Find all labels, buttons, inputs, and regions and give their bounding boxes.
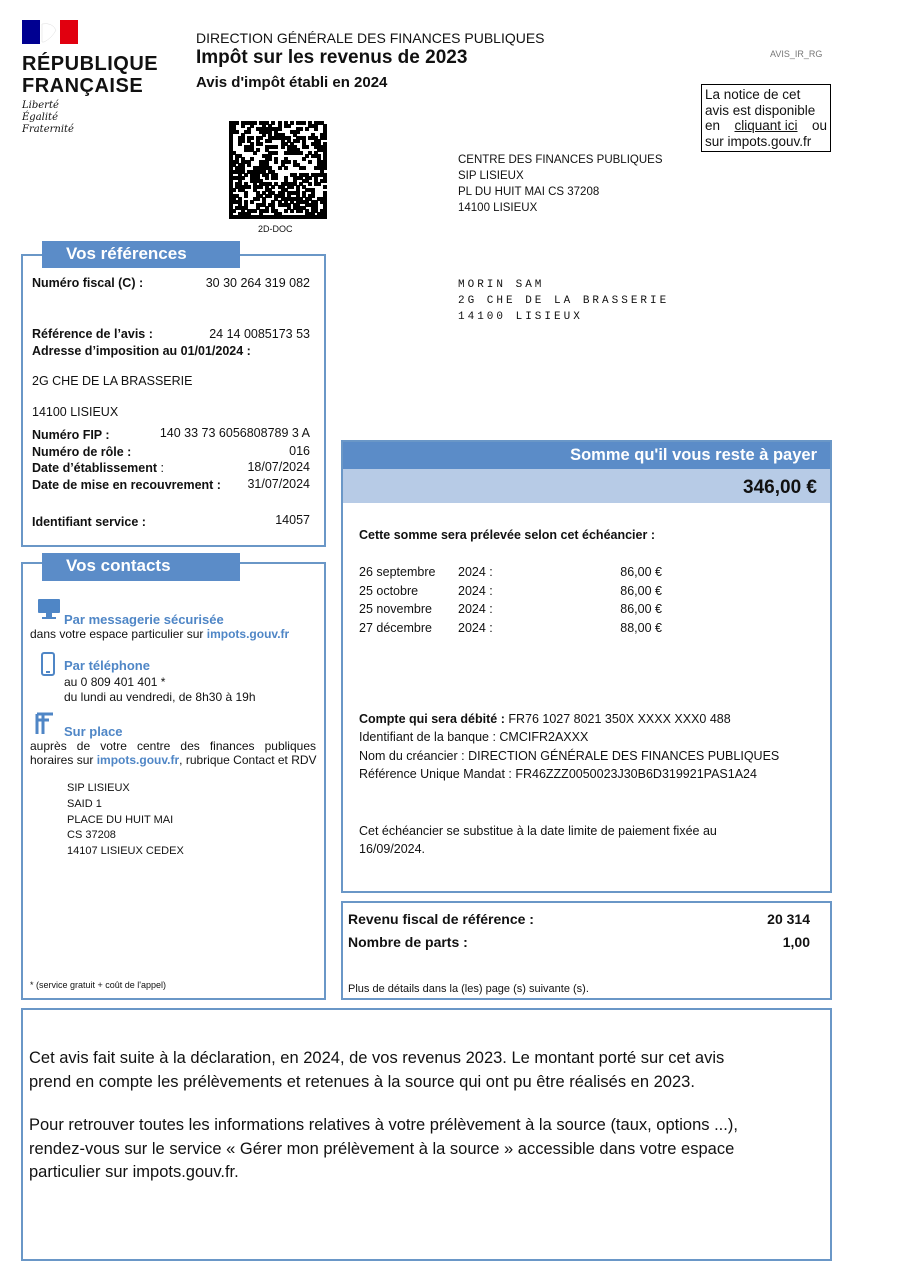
notice-line2: avis est disponible — [705, 102, 816, 118]
role-label: Numéro de rôle : — [32, 445, 132, 459]
qr-module — [302, 157, 306, 161]
qr-module — [323, 136, 327, 140]
sender-address — [458, 152, 662, 216]
adresse-label: Adresse d’imposition au 01/01/2024 : — [32, 344, 251, 358]
marianne-flag-icon — [22, 20, 78, 44]
schedule-intro: Cette somme sera prélevée selon cet échéancier : — [359, 528, 655, 542]
ref-avis-label: Référence de l’avis : — [32, 327, 153, 341]
qr-module — [268, 139, 272, 143]
qr-module — [314, 127, 318, 131]
qr-module — [308, 160, 312, 164]
creditor: Nom du créancier : DIRECTION GÉNÉRALE DES FINANCES PUBLIQUES — [359, 749, 780, 763]
messaging-text-label: dans votre espace particulier sur — [30, 627, 204, 641]
motto — [22, 100, 152, 136]
etab-colon: : — [157, 461, 164, 475]
schedule-year: 2024 : — [458, 565, 493, 579]
recouv-value: 31/07/2024 — [247, 477, 310, 491]
schedule-amount: 86,00 € — [620, 583, 662, 598]
qr-module — [299, 151, 303, 155]
recipient-line: 2G CHE DE LA BRASSERIE — [458, 295, 670, 307]
computer-icon — [37, 598, 63, 620]
qr-module — [256, 197, 260, 201]
office-address-line: SIP LISIEUX — [67, 782, 130, 794]
qr-module — [265, 209, 269, 213]
adresse-line1: 2G CHE DE LA BRASSERIE — [32, 374, 193, 388]
qr-module — [250, 200, 254, 204]
info-para2-line1: Pour retrouver toutes les informations relatives à votre prélèvement à la source (taux, options ...), — [29, 1116, 738, 1134]
onsite-link[interactable]: impots.gouv.fr — [96, 753, 180, 767]
qr-module — [274, 160, 278, 164]
fip-label: Numéro FIP : — [32, 428, 110, 442]
sender-line: SIP LISIEUX — [458, 170, 524, 182]
payment-title: Somme qu'il vous reste à payer — [570, 446, 817, 464]
bank-id: Identifiant de la banque : CMCIFR2AXXX — [359, 730, 589, 744]
etab-value: 18/07/2024 — [247, 460, 310, 474]
recipient-line: MORIN SAM — [458, 279, 545, 291]
qr-module — [235, 130, 239, 134]
references-tab: Vos références — [42, 241, 240, 268]
etab-label: Date d’établissement — [32, 461, 158, 475]
qr-module — [274, 145, 278, 149]
qr-module — [241, 124, 245, 128]
qr-module — [317, 182, 321, 186]
onsite-text2b: , rubrique Contact et RDV — [179, 753, 317, 767]
references-panel — [21, 254, 326, 547]
qr-module — [299, 209, 303, 213]
recouv-label: Date de mise en recouvrement : — [32, 478, 221, 492]
qr-label: 2D-DOC — [258, 224, 293, 234]
adresse-line2: 14100 LISIEUX — [32, 405, 119, 419]
schedule-amount: 86,00 € — [620, 602, 662, 616]
qr-code — [229, 121, 326, 218]
qr-module — [253, 151, 257, 155]
office-address-line: CS 37208 — [67, 829, 116, 842]
motto-liberte: Liberté — [22, 100, 59, 111]
qr-module — [274, 151, 278, 155]
notice-en: en — [705, 118, 721, 133]
recipient-address — [458, 277, 669, 325]
onsite-text2a: horaires sur — [30, 753, 94, 767]
qr-module — [287, 124, 291, 128]
schedule-date: 25 novembre — [359, 602, 432, 616]
doc-code: AVIS_IR_RG — [770, 49, 823, 59]
notice-line4: sur impots.gouv.fr — [705, 133, 812, 149]
schedule-date: 26 septembre — [359, 565, 436, 579]
qr-module — [265, 176, 269, 180]
numero-fiscal-value: 30 30 264 319 082 — [205, 276, 310, 290]
payment-amount: 346,00 € — [743, 477, 817, 498]
republic-name-line1: RÉPUBLIQUE — [22, 53, 159, 75]
messaging-title: Par messagerie sécurisée — [64, 612, 224, 627]
parts-label: Nombre de parts : — [348, 934, 468, 950]
schedule-year: 2024 : — [458, 583, 493, 598]
office-address — [67, 781, 184, 860]
qr-module — [296, 139, 300, 143]
qr-module — [268, 194, 272, 198]
schedule-year: 2024 : — [458, 602, 493, 616]
mandate: Référence Unique Mandat : FR46ZZZ0050023J30B6D319921PAS1A24 — [359, 767, 757, 781]
onsite-text1: auprès de votre centre des finances publiques — [30, 739, 316, 753]
etab-row — [32, 461, 164, 475]
info-para1-line2: prend en compte les prélèvements et retenues à la source qui ont pu être réalisés en 2023. — [29, 1072, 695, 1091]
office-address-line: 14107 LISIEUX CEDEX — [67, 845, 184, 858]
recipient-line: 14100 LISIEUX — [458, 311, 583, 323]
qr-module — [244, 194, 248, 198]
qr-module — [278, 166, 282, 170]
qr-module — [305, 145, 309, 149]
onsite-text2 — [30, 753, 317, 767]
messaging-text — [30, 627, 289, 641]
direction-name: DIRECTION GÉNÉRALE DES FINANCES PUBLIQUES — [196, 30, 545, 46]
qr-module — [284, 166, 288, 170]
schedule-amount: 88,00 € — [620, 620, 662, 635]
schedule-date: 27 décembre — [359, 620, 432, 635]
phone-icon — [41, 652, 55, 676]
notice-box — [701, 84, 831, 152]
ref-avis-value: 24 14 0085173 53 — [209, 327, 310, 341]
fip-value: 140 33 73 6056808789 3 A — [159, 426, 310, 440]
qr-module — [290, 185, 294, 189]
schedule-year: 2024 : — [458, 620, 493, 635]
office-address-line: PLACE DU HUIT MAI — [67, 813, 174, 826]
service-value: 14057 — [275, 513, 310, 527]
schedule-note — [359, 822, 717, 858]
office-address-line: SAID 1 — [67, 797, 102, 810]
numero-fiscal-label: Numéro fiscal (C) : — [32, 276, 144, 290]
qr-module — [274, 176, 278, 180]
qr-module — [247, 130, 251, 134]
marianne-logo — [22, 20, 159, 138]
service-label: Identifiant service : — [32, 515, 146, 529]
messaging-link[interactable]: impots.gouv.fr — [206, 627, 290, 641]
qr-module — [323, 215, 327, 219]
contacts-tab: Vos contacts — [42, 553, 240, 581]
qr-module — [281, 145, 285, 149]
qr-module — [290, 209, 294, 213]
info-para2-line3: particulier sur impots.gouv.fr. — [29, 1163, 239, 1181]
qr-module — [259, 185, 263, 189]
account-label: Compte qui sera débité : — [359, 712, 505, 726]
republic-name-line2: FRANÇAISE — [22, 75, 144, 97]
qr-module — [323, 179, 327, 183]
sender-line: PL DU HUIT MAI CS 37208 — [458, 186, 600, 198]
role-value: 016 — [289, 444, 310, 458]
sender-line: CENTRE DES FINANCES PUBLIQUES — [458, 154, 663, 166]
parts-value: 1,00 — [782, 934, 810, 950]
qr-module — [305, 127, 309, 131]
notice-ou: ou — [811, 118, 827, 133]
info-para2-line2: rendez-vous sur le service « Gérer mon prélèvement à la source » accessible dans votre espace — [29, 1139, 735, 1158]
schedule-note-line1: Cet échéancier se substitue à la date limite de paiement fixée au — [359, 824, 717, 838]
schedule-amount: 86,00 € — [620, 565, 662, 579]
notice-link[interactable]: cliquant ici — [734, 118, 798, 133]
qr-module — [302, 121, 306, 125]
schedule-note-line2: 16/09/2024. — [359, 842, 426, 856]
more-details: Plus de détails dans la (les) page (s) suivante (s). — [348, 983, 589, 995]
phone-title: Par téléphone — [64, 658, 150, 673]
qr-module — [284, 209, 288, 213]
qr-module — [302, 166, 306, 170]
account-row — [359, 712, 731, 726]
qr-module — [238, 142, 242, 146]
motto-fraternite: Fraternité — [22, 124, 74, 135]
qr-module — [323, 185, 327, 189]
contacts-footnote: * (service gratuit + coût de l'appel) — [30, 980, 167, 990]
rfr-label: Revenu fiscal de référence : — [348, 911, 534, 927]
qr-module — [287, 160, 291, 164]
info-para1-line1: Cet avis fait suite à la déclaration, en 2024, de vos revenus 2023. Le montant porté sur cet avis — [29, 1049, 725, 1067]
qr-module — [308, 182, 312, 186]
phone-hours: du lundi au vendredi, de 8h30 à 19h — [64, 690, 256, 704]
qr-module — [259, 142, 263, 146]
document-subtitle: Avis d'impôt établi en 2024 — [196, 74, 388, 91]
notice-line1: La notice de cet — [705, 87, 801, 102]
account-value: FR76 1027 8021 350X XXXX XXX0 488 — [504, 712, 731, 726]
info-text — [29, 1047, 826, 1185]
document-title: Impôt sur les revenus de 2023 — [196, 47, 468, 68]
sender-line: 14100 LISIEUX — [458, 202, 538, 214]
building-icon — [33, 712, 55, 736]
qr-module — [253, 209, 257, 213]
rfr-value: 20 314 — [767, 911, 810, 927]
qr-module — [247, 163, 251, 167]
schedule-date: 25 octobre — [359, 583, 419, 598]
motto-egalite: Égalité — [22, 112, 58, 123]
onsite-title: Sur place — [64, 724, 123, 739]
phone-number: au 0 809 401 401 * — [64, 675, 166, 689]
qr-module — [247, 185, 251, 189]
